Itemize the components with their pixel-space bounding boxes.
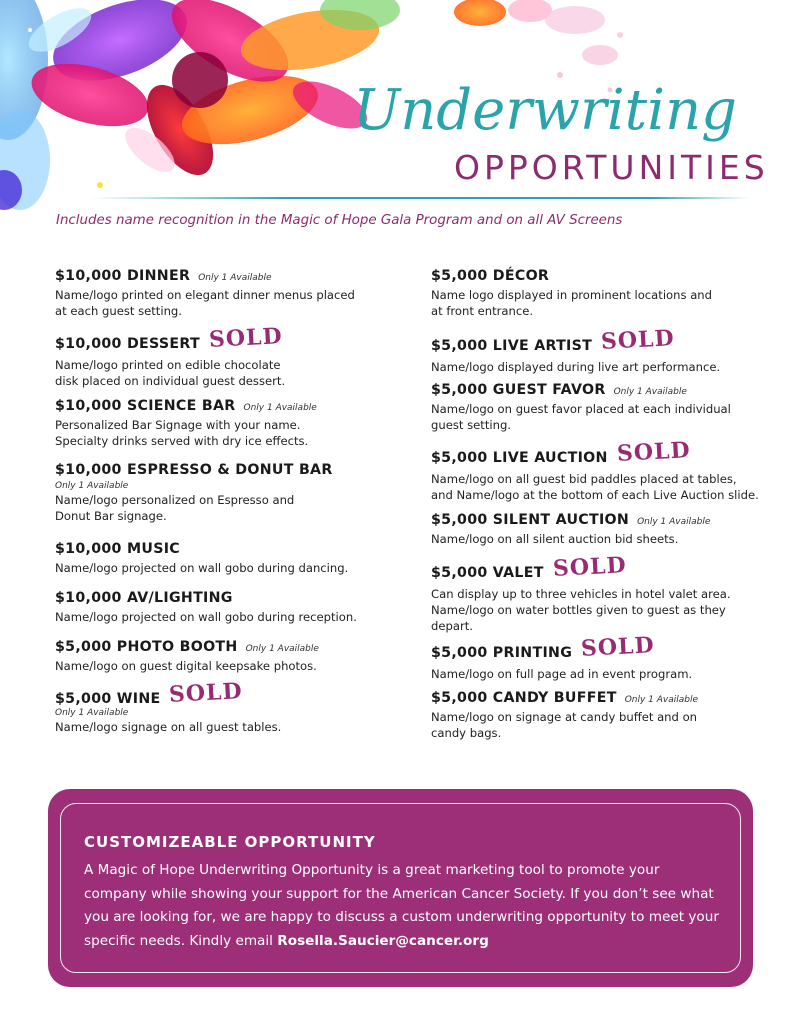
opportunity-description: Name/logo on full page ad in event program.: [431, 667, 693, 681]
opportunity-item: [431, 325, 771, 375]
opportunity-description: Name/logo on signage at candy buffet and on candy bags.: [431, 710, 698, 740]
opportunity-item: [431, 382, 771, 433]
opportunity-description: Name/logo on all silent auction bid sheets.: [431, 532, 679, 546]
opportunity-item: [431, 268, 771, 319]
opportunity-description: Name/logo on all guest bid paddles placed at tables, and Name/logo at the bottom of each Live Auction slide.: [431, 472, 759, 502]
opportunity-title: $10,000 MUSIC: [55, 541, 181, 557]
custom-opportunity-title: CUSTOMIZEABLE OPPORTUNITY: [84, 833, 376, 851]
availability-note: Only 1 Available: [198, 273, 272, 283]
opportunity-item: [55, 398, 400, 449]
sold-stamp: SOLD: [552, 552, 627, 582]
tagline: Includes name recognition in the Magic of Hope Gala Program and on all AV Screens: [56, 213, 623, 228]
opportunity-item: [431, 690, 771, 741]
opportunity-title: $5,000 PRINTING: [431, 645, 573, 661]
opportunity-item: [431, 552, 771, 634]
availability-note: Only 1 Available: [624, 695, 699, 705]
opportunity-item: [55, 678, 400, 735]
availability-note: Only 1 Available: [243, 403, 317, 413]
availability-note: Only 1 Available: [245, 644, 319, 654]
opportunity-title: $5,000 GUEST FAVOR: [431, 382, 606, 398]
contact-email-link[interactable]: Rosella.Saucier@cancer.org: [277, 932, 489, 949]
opportunity-title: $5,000 DÉCOR: [431, 268, 550, 284]
opportunity-description: Name/logo displayed during live art performance.: [431, 360, 721, 374]
title-script: Underwriting: [353, 78, 737, 143]
opportunity-title: $5,000 LIVE AUCTION: [431, 450, 608, 466]
custom-opportunity-box: [48, 789, 753, 987]
opportunity-item: [431, 512, 771, 547]
opportunity-description: Name/logo personalized on Espresso and Donut Bar signage.: [55, 493, 295, 523]
opportunity-title: $10,000 SCIENCE BAR: [55, 398, 236, 414]
availability-note: Only 1 Available: [55, 708, 129, 718]
opportunity-item: [431, 632, 771, 682]
opportunity-title: $5,000 VALET: [431, 565, 544, 581]
availability-note: Only 1 Available: [55, 481, 129, 491]
opportunity-description: Name/logo on guest favor placed at each individual guest setting.: [431, 402, 731, 432]
title-divider: [90, 197, 750, 199]
opportunity-item: [55, 268, 400, 319]
opportunity-item: [55, 323, 400, 389]
custom-opportunity-text: [84, 859, 724, 953]
sold-stamp: SOLD: [600, 325, 676, 355]
opportunity-description: Name/logo projected on wall gobo during dancing.: [55, 561, 349, 575]
opportunity-title: $5,000 CANDY BUFFET: [431, 690, 617, 706]
opportunity-title: $10,000 DINNER: [55, 268, 191, 284]
opportunity-item: [55, 541, 400, 576]
opportunity-description: Name/logo printed on elegant dinner menus placed at each guest setting.: [55, 288, 355, 318]
opportunity-description: Name/logo signage on all guest tables.: [55, 720, 282, 734]
opportunity-description: Name/logo on guest digital keepsake photos.: [55, 659, 317, 673]
opportunity-title: $10,000 DESSERT: [55, 336, 200, 352]
opportunity-item: [55, 639, 400, 674]
sold-stamp: SOLD: [168, 678, 244, 708]
sold-stamp: SOLD: [580, 632, 656, 662]
opportunity-title: $5,000 SILENT AUCTION: [431, 512, 630, 528]
opportunity-description: Personalized Bar Signage with your name. Specialty drinks served with dry ice effects.: [55, 418, 309, 448]
custom-opportunity-body: A Magic of Hope Underwriting Opportunity is a great marketing tool to promote your company while showing your support for the American Cancer Society. If you don’t see what you are looking for, we are happy to discuss a custom underwriting opportunity to meet your specific needs. Kindly email: [84, 862, 719, 949]
opportunity-description: Name/logo projected on wall gobo during reception.: [55, 610, 357, 624]
opportunity-description: Name logo displayed in prominent locations and at front entrance.: [431, 288, 713, 318]
availability-note: Only 1 Available: [613, 387, 687, 397]
opportunity-item: [431, 437, 771, 503]
title-subtitle: OPPORTUNITIES: [454, 148, 769, 187]
opportunity-item: [55, 462, 400, 524]
sold-stamp: SOLD: [616, 437, 691, 467]
opportunity-title: $5,000 WINE: [55, 691, 161, 707]
opportunity-item: [55, 590, 400, 625]
availability-note: Only 1 Available: [637, 517, 711, 527]
sold-stamp: SOLD: [208, 323, 284, 353]
opportunity-title: $5,000 LIVE ARTIST: [431, 338, 593, 354]
opportunity-title: $10,000 ESPRESSO & DONUT BAR: [55, 462, 333, 478]
opportunity-title: $10,000 AV/LIGHTING: [55, 590, 233, 606]
opportunity-description: Name/logo printed on edible chocolate disk placed on individual guest dessert.: [55, 358, 286, 388]
opportunity-description: Can display up to three vehicles in hotel valet area. Name/logo on water bottles given to guest as they depart.: [431, 587, 731, 633]
opportunity-title: $5,000 PHOTO BOOTH: [55, 639, 238, 655]
